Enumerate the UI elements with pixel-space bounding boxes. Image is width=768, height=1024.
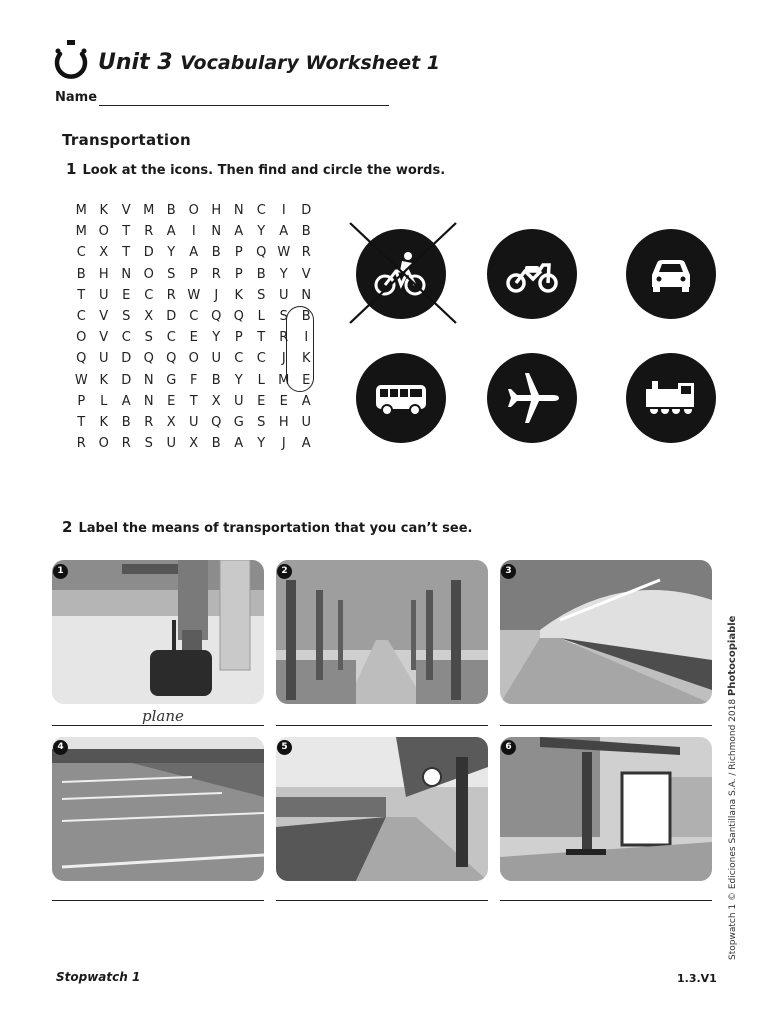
photo-number-badge: 4 xyxy=(53,740,68,755)
word-search-letter[interactable]: A xyxy=(301,436,311,452)
word-search-row xyxy=(70,348,318,369)
word-search-letter[interactable]: V xyxy=(99,330,109,346)
word-search-letter[interactable]: T xyxy=(189,393,198,409)
word-search-letter[interactable]: S xyxy=(122,308,131,324)
word-search-letter[interactable]: W xyxy=(187,287,201,303)
word-search-letter[interactable]: S xyxy=(257,287,266,303)
photo-number-badge: 3 xyxy=(501,564,516,579)
word-search-letter[interactable]: L xyxy=(100,393,108,409)
word-search-letter[interactable]: C xyxy=(189,308,199,324)
word-search-letter[interactable]: T xyxy=(122,245,131,261)
word-search-row xyxy=(70,242,318,263)
stopwatch-logo-icon xyxy=(52,40,90,80)
copyright-note xyxy=(727,616,738,960)
word-search-letter[interactable]: N xyxy=(143,372,154,388)
word-search-letter[interactable]: Q xyxy=(76,351,87,367)
word-search-letter[interactable]: Q xyxy=(233,308,244,324)
word-search-letter[interactable]: S xyxy=(279,308,288,324)
word-search-letter[interactable]: B xyxy=(76,266,86,282)
word-search-letter[interactable]: A xyxy=(189,245,199,261)
word-search-row xyxy=(70,412,318,433)
footer-page-code: 1.3.V1 xyxy=(677,972,717,985)
exercise2-text: Label the means of transportation that you can’t see. xyxy=(78,521,473,536)
word-search-letter[interactable]: R xyxy=(144,224,154,240)
word-search-letter[interactable]: R xyxy=(76,436,86,452)
word-search-letter[interactable]: M xyxy=(75,224,87,240)
word-search-letter[interactable]: H xyxy=(278,414,289,430)
word-search-letter[interactable]: Q xyxy=(256,245,267,261)
word-search-row xyxy=(70,200,318,221)
word-search-letter[interactable]: U xyxy=(98,287,109,303)
photo-airport xyxy=(52,560,264,704)
word-search-row xyxy=(70,306,318,327)
word-search-letter[interactable]: P xyxy=(234,245,243,261)
word-search-letter[interactable]: X xyxy=(189,436,199,452)
word-search-letter[interactable]: O xyxy=(76,330,87,346)
photo-tree-avenue xyxy=(276,560,488,704)
exercise1-number: 1 xyxy=(66,160,77,178)
word-search-letter[interactable]: U xyxy=(301,414,311,430)
train-icon xyxy=(626,353,716,443)
word-search-letter[interactable]: P xyxy=(234,266,243,282)
photocopiable-label: Photocopiable xyxy=(727,615,738,697)
footer-brand-logo: Stopwatch 1 xyxy=(56,970,141,984)
word-search-letter[interactable]: D xyxy=(121,351,132,367)
word-search-letter[interactable]: D xyxy=(143,245,154,261)
word-search-letter[interactable]: X xyxy=(166,414,176,430)
word-search-letter[interactable]: A xyxy=(234,436,244,452)
word-search-letter[interactable]: E xyxy=(279,393,288,409)
word-search-letter[interactable]: Y xyxy=(234,372,243,388)
word-search-letter[interactable]: E xyxy=(122,287,131,303)
word-search-letter[interactable]: I xyxy=(281,203,286,218)
word-search-letter[interactable]: R xyxy=(121,436,131,452)
word-search-letter[interactable]: B xyxy=(211,436,221,452)
word-search-letter[interactable]: O xyxy=(98,224,109,240)
word-search-letter[interactable]: U xyxy=(278,287,289,303)
word-search-letter[interactable]: C xyxy=(256,203,266,218)
word-search-letter[interactable]: J xyxy=(281,351,286,367)
exercise1-instruction xyxy=(66,160,445,178)
answer-line[interactable] xyxy=(276,900,488,901)
word-search-letter[interactable]: H xyxy=(211,203,222,218)
word-search-letter[interactable]: Q xyxy=(166,351,177,367)
word-search-letter[interactable]: R xyxy=(144,414,154,430)
word-search-letter[interactable]: B xyxy=(301,308,311,324)
word-search-letter[interactable]: B xyxy=(211,245,221,261)
word-search-letter[interactable]: O xyxy=(188,203,199,218)
worksheet-title xyxy=(98,50,440,75)
word-search-letter[interactable]: F xyxy=(190,372,198,388)
photo-train-platform xyxy=(276,737,488,881)
word-search-letter[interactable]: M xyxy=(278,372,290,388)
word-search-letter[interactable]: G xyxy=(233,414,244,430)
exercise2-number: 2 xyxy=(62,518,73,536)
word-search-letter[interactable]: C xyxy=(166,330,176,346)
name-field[interactable] xyxy=(99,105,389,106)
word-search-letter[interactable]: O xyxy=(98,436,109,452)
word-search-grid[interactable] xyxy=(70,200,318,454)
word-search-letter[interactable]: A xyxy=(301,393,311,409)
word-search-letter[interactable]: D xyxy=(121,372,132,388)
word-search-letter[interactable]: W xyxy=(74,372,88,388)
word-search-letter[interactable]: N xyxy=(301,287,312,303)
word-search-letter[interactable]: S xyxy=(144,436,153,452)
word-search-letter[interactable]: D xyxy=(166,308,177,324)
word-search-letter[interactable]: N xyxy=(233,203,244,218)
word-search-letter[interactable]: H xyxy=(98,266,109,282)
exercise1-text: Look at the icons. Then find and circle the words. xyxy=(82,163,446,178)
word-search-letter[interactable]: J xyxy=(281,436,286,452)
word-search-letter[interactable]: K xyxy=(99,372,109,388)
word-search-letter[interactable]: C xyxy=(76,308,86,324)
word-search-letter[interactable]: X xyxy=(211,393,221,409)
word-search-letter[interactable]: Y xyxy=(279,266,288,282)
word-search-letter[interactable]: J xyxy=(214,287,219,303)
word-search-letter[interactable]: Y xyxy=(167,245,176,261)
car-icon xyxy=(626,229,716,319)
word-search-letter[interactable]: U xyxy=(233,393,244,409)
answer-line[interactable] xyxy=(276,725,488,726)
word-search-letter[interactable]: C xyxy=(234,351,244,367)
plane-icon xyxy=(487,353,577,443)
word-search-letter[interactable]: C xyxy=(256,351,266,367)
word-search-letter[interactable]: E xyxy=(167,393,176,409)
word-search-row xyxy=(70,264,318,285)
word-search-letter[interactable]: B xyxy=(166,203,176,218)
word-search-letter[interactable]: C xyxy=(76,245,86,261)
word-search-letter[interactable]: L xyxy=(257,308,265,324)
word-search-letter[interactable]: U xyxy=(188,414,199,430)
word-search-letter[interactable]: B xyxy=(121,414,131,430)
word-search-letter[interactable]: O xyxy=(143,266,154,282)
copyright-text: Stopwatch 1 © Ediciones Santillana S.A. / Richmond 2018 xyxy=(728,698,738,960)
word-search-letter[interactable]: K xyxy=(301,351,311,367)
photo-subway-station xyxy=(500,560,712,704)
answer-line[interactable] xyxy=(500,900,712,901)
word-search-letter[interactable]: Q xyxy=(143,351,154,367)
word-search-letter[interactable]: C xyxy=(144,287,154,303)
answer-line[interactable] xyxy=(500,725,712,726)
word-search-letter[interactable]: P xyxy=(234,330,243,346)
word-search-letter[interactable]: U xyxy=(166,436,176,452)
answer-line[interactable] xyxy=(52,725,264,726)
word-search-letter[interactable]: S xyxy=(257,414,266,430)
bus-icon xyxy=(356,353,446,443)
exercise2-instruction xyxy=(62,518,472,536)
bike-circle-mark xyxy=(286,306,314,392)
worksheet-label: Vocabulary Worksheet 1 xyxy=(180,52,441,74)
word-search-letter[interactable]: D xyxy=(301,203,312,218)
word-search-letter[interactable]: E xyxy=(257,393,266,409)
word-search-letter[interactable]: M xyxy=(75,203,87,218)
word-search-letter[interactable]: R xyxy=(301,245,311,261)
word-search-letter[interactable]: R xyxy=(211,266,221,282)
word-search-letter[interactable]: P xyxy=(77,393,86,409)
word-search-letter[interactable]: N xyxy=(121,266,132,282)
answer-line[interactable] xyxy=(52,900,264,901)
word-search-letter[interactable]: B xyxy=(211,372,221,388)
word-search-letter[interactable]: C xyxy=(121,330,131,346)
name-label: Name xyxy=(55,90,98,105)
word-search-letter[interactable]: K xyxy=(99,414,109,430)
section-title: Transportation xyxy=(62,131,191,149)
word-search-row xyxy=(70,221,318,242)
word-search-letter[interactable]: T xyxy=(77,414,86,430)
word-search-letter[interactable]: Q xyxy=(211,308,222,324)
word-search-letter[interactable]: R xyxy=(166,287,176,303)
word-search-letter[interactable]: Y xyxy=(257,224,266,240)
photo-number-badge: 6 xyxy=(501,740,516,755)
word-search-letter[interactable]: Q xyxy=(211,414,222,430)
word-search-row xyxy=(70,285,318,306)
word-search-letter[interactable]: P xyxy=(189,266,198,282)
word-search-letter[interactable]: V xyxy=(301,266,311,282)
photo-parking-lot xyxy=(52,737,264,881)
word-search-letter[interactable]: A xyxy=(166,224,176,240)
word-search-row xyxy=(70,370,318,391)
word-search-letter[interactable]: A xyxy=(279,224,289,240)
word-search-letter[interactable]: A xyxy=(121,393,131,409)
word-search-letter[interactable]: N xyxy=(211,224,222,240)
motorcycle-icon xyxy=(487,229,577,319)
photo-number-badge: 1 xyxy=(53,564,68,579)
photo-bus-stop xyxy=(500,737,712,881)
word-search-letter[interactable]: V xyxy=(99,308,109,324)
word-search-letter[interactable]: E xyxy=(302,372,311,388)
word-search-letter[interactable]: R xyxy=(279,330,289,346)
photo-number-badge: 2 xyxy=(277,564,292,579)
word-search-letter[interactable]: B xyxy=(256,266,266,282)
answer-text: plane xyxy=(142,707,184,725)
word-search-letter[interactable]: T xyxy=(122,224,131,240)
word-search-row xyxy=(70,433,318,454)
word-search-letter[interactable]: T xyxy=(257,330,266,346)
word-search-letter[interactable]: S xyxy=(167,266,176,282)
word-search-letter[interactable]: X xyxy=(144,308,154,324)
word-search-letter[interactable]: L xyxy=(257,372,265,388)
crossed-out-mark xyxy=(348,221,458,325)
word-search-letter[interactable]: K xyxy=(234,287,244,303)
word-search-letter[interactable]: A xyxy=(234,224,244,240)
word-search-letter[interactable]: E xyxy=(189,330,198,346)
word-search-letter[interactable]: B xyxy=(301,224,311,240)
word-search-letter[interactable]: T xyxy=(77,287,86,303)
word-search-letter[interactable]: K xyxy=(99,203,109,218)
word-search-letter[interactable]: X xyxy=(99,245,109,261)
word-search-row xyxy=(70,391,318,412)
word-search-letter[interactable]: I xyxy=(191,224,196,240)
word-search-letter[interactable]: Y xyxy=(212,330,221,346)
word-search-letter[interactable]: U xyxy=(211,351,221,367)
word-search-letter[interactable]: N xyxy=(143,393,154,409)
word-search-letter[interactable]: G xyxy=(166,372,177,388)
word-search-letter[interactable]: Y xyxy=(257,436,266,452)
word-search-letter[interactable]: I xyxy=(304,330,309,346)
unit-label: Unit 3 xyxy=(98,50,173,75)
word-search-letter[interactable]: S xyxy=(144,330,153,346)
word-search-letter[interactable]: M xyxy=(143,203,155,218)
photo-number-badge: 5 xyxy=(277,740,292,755)
word-search-row xyxy=(70,327,318,348)
word-search-letter[interactable]: V xyxy=(121,203,131,218)
word-search-letter[interactable]: W xyxy=(277,245,291,261)
word-search-letter[interactable]: U xyxy=(98,351,109,367)
word-search-letter[interactable]: O xyxy=(188,351,199,367)
